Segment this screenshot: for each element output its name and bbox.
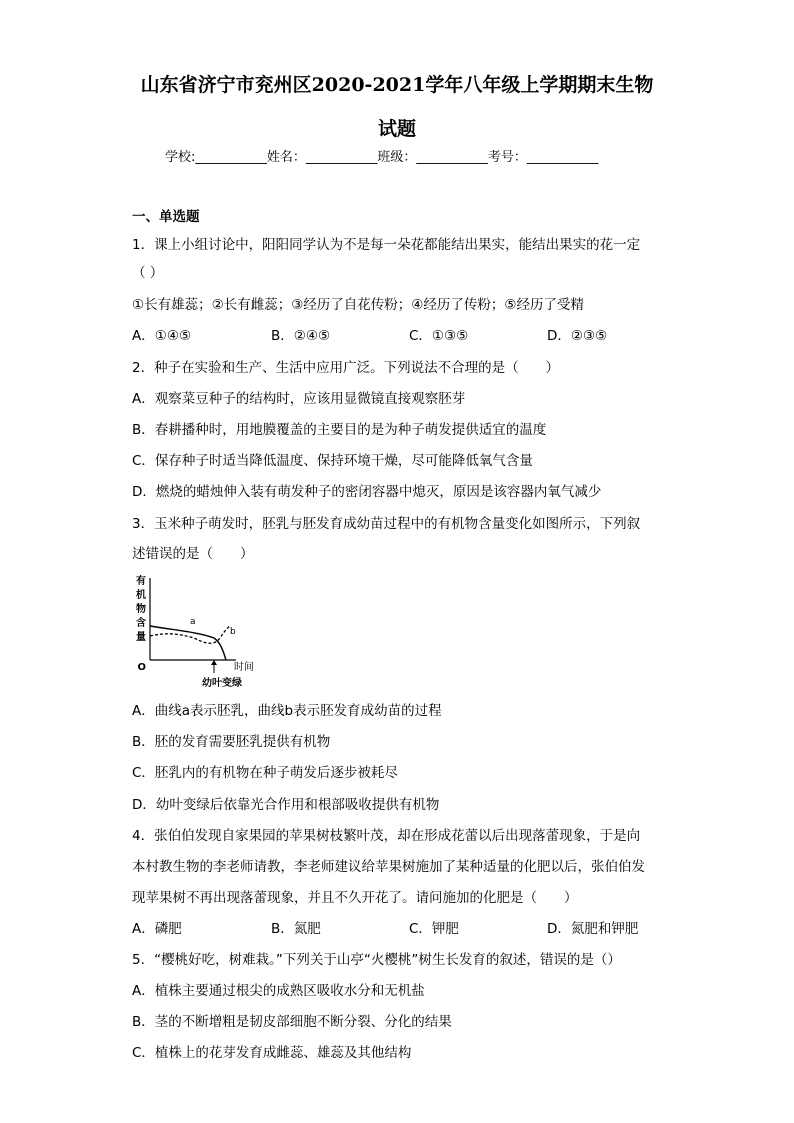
chart-xlabel: 时间 (234, 662, 254, 673)
q1-option-c: C．①③⑤ (409, 328, 469, 344)
q4-option-d: D．氮肥和钾肥 (547, 921, 639, 937)
organic-matter-chart (128, 574, 268, 694)
chart-origin: O (137, 662, 146, 673)
section-heading: 一、单选题 (132, 209, 200, 225)
q4-stem-line3: 现苹果树不再出现落蕾现象，并且不久开花了。请问施加的化肥是（ ） (132, 890, 578, 906)
q5-option-b: B．茎的不断增粗是韧皮部细胞不断分裂、分化的结果 (132, 1014, 452, 1030)
annotation-arrowhead (211, 660, 217, 665)
q4-option-b: B．氮肥 (271, 921, 321, 937)
series-a-label: a (190, 617, 196, 627)
exam-title-continued: 试题 (377, 118, 416, 140)
q2-stem: 2．种子在实验和生产、生活中应用广泛。下列说法不合理的是（ ） (132, 360, 560, 376)
q5-option-a: A．植株主要通过根尖的成熟区吸收水分和无机盐 (132, 983, 425, 999)
q3-option-c: C．胚乳内的有机物在种子萌发后逐步被耗尽 (132, 765, 398, 781)
q1-stem-bracket: （ ） (132, 265, 164, 281)
q3-option-a: A．曲线a表示胚乳，曲线b表示胚发育成幼苗的过程 (132, 703, 442, 719)
q2-option-a: A．观察菜豆种子的结构时，应该用显微镜直接观察胚芽 (132, 391, 466, 407)
chart-ylabel-char: 有 (136, 576, 146, 587)
q3-stem: 3．玉米种子萌发时，胚乳与胚发育成幼苗过程中的有机物含量变化如图所示，下列叙 (132, 516, 641, 532)
q1-option-d: D．②③⑤ (547, 328, 608, 344)
q3-stem-continued: 述错误的是（ ） (132, 546, 254, 562)
series-b-label: b (230, 627, 236, 637)
q2-option-b: B．春耕播种时，用地膜覆盖的主要目的是为种子萌发提供适宜的温度 (132, 422, 547, 438)
q4-stem-line2: 本村教生物的李老师请教，李老师建议给苹果树施加了某种适量的化肥以后，张伯伯发 (132, 859, 645, 875)
chart-ylabel-char: 量 (136, 632, 146, 643)
q1-option-a: A．①④⑤ (132, 328, 192, 344)
q2-option-d: D．燃烧的蜡烛伸入装有萌发种子的密闭容器中熄灭，原因是该容器内氧气减少 (132, 484, 602, 500)
chart-annotation: 幼叶变绿 (202, 678, 242, 689)
q1-stem: 1．课上小组讨论中，阳阳同学认为不是每一朵花都能结出果实，能结出果实的花一定 (132, 237, 641, 253)
student-info-line: 学校:___________姓名：___________班级：___________考号：___________ (165, 150, 599, 165)
chart-ylabel (136, 574, 146, 643)
q1-items: ①长有雄蕊；②长有雌蕊；③经历了自花传粉；④经历了传粉；⑤经历了受精 (132, 297, 585, 313)
chart-ylabel-char: 机 (136, 590, 146, 601)
q2-option-c: C．保存种子时适当降低温度、保持环境干燥，尽可能降低氧气含量 (132, 453, 533, 469)
q5-option-c: C．植株上的花芽发育成雌蕊、雄蕊及其他结构 (132, 1045, 412, 1061)
q4-stem: 4．张伯伯发现自家果园的苹果树枝繁叶茂，却在形成花蕾以后出现落蕾现象，于是向 (132, 828, 641, 844)
chart-ylabel-char: 物 (136, 604, 146, 615)
q4-option-a: A．磷肥 (132, 921, 182, 937)
q3-option-b: B．胚的发育需要胚乳提供有机物 (132, 734, 331, 750)
q5-stem: 5．“樱桃好吃，树难栽。”下列关于山亭“火樱桃”树生长发育的叙述，错误的是（） (132, 952, 621, 968)
q4-option-c: C．钾肥 (409, 921, 459, 937)
chart-ylabel-char: 含 (136, 618, 146, 629)
q3-option-d: D．幼叶变绿后依靠光合作用和根部吸收提供有机物 (132, 797, 440, 813)
q1-option-b: B．②④⑤ (271, 328, 331, 344)
exam-title: 山东省济宁市兖州区2020-2021学年八年级上学期期末生物 (140, 74, 654, 96)
